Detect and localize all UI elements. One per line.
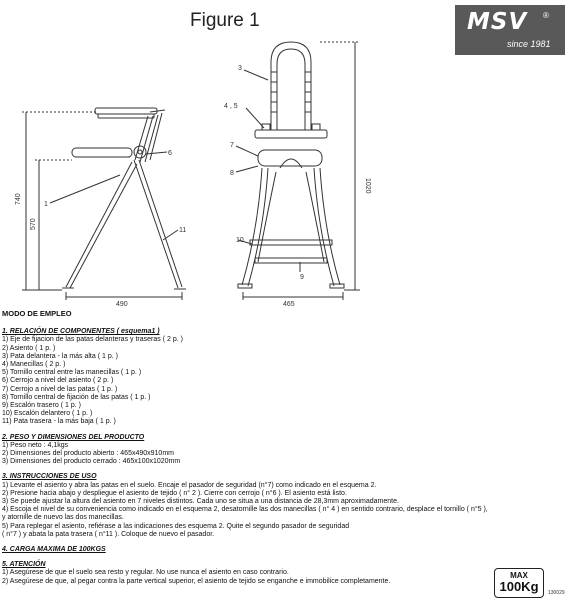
callout-4-5: 4 , 5 [224,103,238,110]
list-item: 2) Asegúrese de que, al pegar contra la parte vertical superior, el asiento de tejido se enganche e immobilice completamente. [2,577,391,585]
logo-brand: MSV [467,9,528,35]
dimension-seat-height: 570 [30,218,37,230]
list-item: 8) Tornillo central de fijación de las patas ( 1 p. ) [2,393,151,401]
callout-6: 6 [168,150,172,157]
section-components [2,328,567,426]
list-item: y atornille de nuevo las dos manecillas. [2,514,124,522]
list-item: 1) Asegúrese de que el suelo sea resto y regular. No use nunca el asiento en caso contrario. [2,569,289,577]
section-dimensions [2,434,567,467]
section-max-load [2,546,567,554]
list-item: ( n°7 ) y abata la pata trasera ( n°11 ). Coloque de nuevo el pasador. [2,530,215,538]
callout-11: 11 [179,227,187,234]
list-item: 3) Pata delantera - la más alta ( 1 p. ) [2,352,118,360]
dimension-total-height: 1020 [364,178,371,194]
callout-3: 3 [238,65,242,72]
callout-9: 9 [300,274,304,281]
section-heading: 2. PESO Y DIMENSIONES DEL PRODUCTO [2,433,145,441]
dimension-left-width: 490 [116,301,128,308]
list-item: 7) Cerrojo a nivel de las patas ( 1 p. ) [2,385,118,393]
list-item: 11) Pata trasera - la más baja ( 1 p. ) [2,418,116,426]
dimension-tray-height: 740 [15,193,22,205]
list-item: 10) Escalón delantero ( 1 p. ) [2,410,93,418]
figure-title: Figure 1 [190,10,260,31]
max-load-badge [494,568,544,598]
dimension-right-width: 465 [283,301,295,308]
list-item: 3) Se puede ajustar la altura del asiento en 7 niveles distintos. Cada uno se situa a una distancia de 28,3mm aproximadamente. [2,498,399,506]
callout-8: 8 [230,170,234,177]
list-item: 2) Asiento ( 1 p. ) [2,344,56,352]
section-heading: 5. ATENCIÓN [2,561,46,569]
list-item: 9) Escalón trasero ( 1 p. ) [2,402,81,410]
list-item: 6) Cerrojo a nivel del asiento ( 2 p. ) [2,377,114,385]
list-item: 4) Escoja el nivel de su conveniencia como indicado en el esquema 2, desatornille las dos manecillas ( n° 4 ) en sentido contrario, desplace el tornillo ( n°5 ), [2,506,488,514]
section-instructions [2,473,567,539]
list-item: 2) Presione hacia abajo y despliegue el asiento de tejido ( n° 2 ). Cierre con cerrojo ( n°6 ). El asiento está listo. [2,489,347,497]
list-item: 5) Para replegar el asiento, refiérase a las indicaciones des esquema 2. Quite el segundo pasador de seguridad [2,522,350,530]
instructions-title: MODO DE EMPLEO [2,309,72,318]
section-heading: 4. CARGA MAXIMA DE 100KGS [2,546,106,554]
max-load-label: MAX [510,571,528,580]
section-heading: 1. RELACIÓN DE COMPONENTES ( esquema1 ) [2,328,160,336]
callout-10: 10 [236,237,244,244]
list-item: 5) Tornillo central entre las manecillas ( 1 p. ) [2,369,142,377]
logo-registered: ® [543,11,549,20]
reference-code: 130029 [548,590,565,596]
instructions [2,310,567,593]
max-load-value: 100Kg [499,579,539,594]
list-item: 1) Eje de fijacion de las patas delanteras y traseras ( 2 p. ) [2,336,183,344]
section-heading: 3. INSTRUCCIONES DE USO [2,473,97,481]
list-item: 1) Peso neto : 4,1kgs [2,441,69,449]
section-warning [2,561,567,586]
list-item: 4) Manecillas ( 2 p. ) [2,361,66,369]
list-item: 3) Dimensiones del producto cerrado : 465x100x1020mm [2,458,181,466]
list-item: 2) Dimensiones del producto abierto : 465x490x910mm [2,450,174,458]
callout-1: 1 [44,201,48,208]
callout-7: 7 [230,142,234,149]
front-view-drawing [236,42,360,300]
list-item: 1) Levante el asiento y abra las patas en el suelo. Encaje el pasador de seguridad (n°7) como indicado en el esquema 2. [2,481,377,489]
logo-tagline: since 1981 [507,39,551,49]
